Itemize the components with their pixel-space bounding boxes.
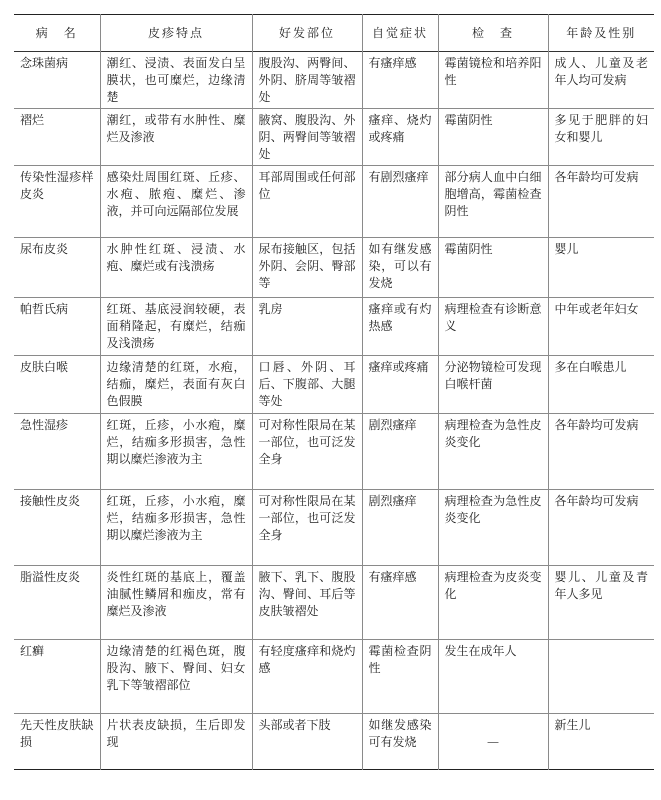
disease-name-cell: 尿布皮炎	[14, 238, 100, 298]
table-row	[14, 238, 654, 298]
age-sex-cell: 中年或老年妇女	[548, 298, 654, 356]
header-age-and-sex: 年龄及性别	[548, 15, 654, 52]
rash-features-cell: 片状表皮缺损，生后即发现	[100, 714, 252, 770]
age-sex-cell: 婴儿	[548, 238, 654, 298]
rash-features-cell: 潮红、浸渍、表面发白呈膜状，也可糜烂，边缘清楚	[100, 52, 252, 109]
age-sex-cell: 多见于肥胖的妇女和婴儿	[548, 109, 654, 166]
predilection-sites-cell: 腋窝、腹股沟、外阴、两臀间等皱褶处	[252, 109, 362, 166]
examination-cell: 分泌物镜检可发现白喉杆菌	[438, 356, 548, 414]
examination-cell: 霉菌阴性	[438, 238, 548, 298]
age-sex-cell: 各年龄均可发病	[548, 490, 654, 566]
rash-features-cell: 水肿性红斑、浸渍、水疱、糜烂或有浅溃疡	[100, 238, 252, 298]
symptoms-cell: 如继发感染可有发烧	[362, 714, 438, 770]
table-row	[14, 490, 654, 566]
rash-features-cell: 边缘清楚的红斑，水疱，结痂，糜烂，表面有灰白色假膜	[100, 356, 252, 414]
table-header-row	[14, 15, 654, 52]
symptoms-cell: 如有继发感染，可以有发烧	[362, 238, 438, 298]
rash-features-cell: 潮红，或带有水肿性、糜烂及渗液	[100, 109, 252, 166]
predilection-sites-cell: 腋下、乳下、腹股沟、臀间、耳后等皮肤皱褶处	[252, 566, 362, 640]
skin-disease-comparison-table	[14, 14, 654, 770]
table-row	[14, 414, 654, 490]
table-row	[14, 166, 654, 238]
disease-name-cell: 褶烂	[14, 109, 100, 166]
age-sex-cell	[548, 640, 654, 714]
rash-features-cell: 红斑，丘疹，小水疱，糜烂，结痂多形损害，急性期以糜烂渗液为主	[100, 414, 252, 490]
symptoms-cell: 霉菌检查阴性	[362, 640, 438, 714]
predilection-sites-cell: 尿布接触区，包括外阴、会阴、臀部等	[252, 238, 362, 298]
predilection-sites-cell: 耳部周围或任何部位	[252, 166, 362, 238]
predilection-sites-cell: 有轻度瘙痒和烧灼感	[252, 640, 362, 714]
examination-cell: 霉菌镜检和培养阳性	[438, 52, 548, 109]
age-sex-cell: 多在白喉患儿	[548, 356, 654, 414]
document-page	[14, 14, 654, 770]
disease-name-cell: 急性湿疹	[14, 414, 100, 490]
disease-name-cell: 红癣	[14, 640, 100, 714]
table-row	[14, 640, 654, 714]
disease-name-cell: 传染性湿疹样皮炎	[14, 166, 100, 238]
table-row	[14, 52, 654, 109]
rash-features-cell: 红斑、基底浸润较硬，表面稍隆起，有糜烂，结痂及浅溃疡	[100, 298, 252, 356]
examination-cell: 病理检查为急性皮炎变化	[438, 414, 548, 490]
rash-features-cell: 红斑，丘疹，小水疱，糜烂，结痂多形损害，急性期以糜烂渗液为主	[100, 490, 252, 566]
header-disease-name: 病 名	[14, 15, 100, 52]
disease-name-cell: 脂溢性皮炎	[14, 566, 100, 640]
rash-features-cell: 感染灶周围红斑、丘疹、水疱、脓疱、糜烂、渗液，并可向远隔部位发展	[100, 166, 252, 238]
examination-cell: 病理检查为皮炎变化	[438, 566, 548, 640]
header-predilection-sites: 好发部位	[252, 15, 362, 52]
examination-cell: 发生在成年人	[438, 640, 548, 714]
disease-name-cell: 皮肤白喉	[14, 356, 100, 414]
symptoms-cell: 瘙痒、烧灼或疼痛	[362, 109, 438, 166]
predilection-sites-cell: 腹股沟、两臀间、外阴、脐周等皱褶处	[252, 52, 362, 109]
table-row	[14, 714, 654, 770]
age-sex-cell: 婴儿、儿童及青年人多见	[548, 566, 654, 640]
disease-name-cell: 接触性皮炎	[14, 490, 100, 566]
predilection-sites-cell: 口唇、外阴、耳后、下腹部、大腿等处	[252, 356, 362, 414]
header-subjective-symptoms: 自觉症状	[362, 15, 438, 52]
predilection-sites-cell: 可对称性限局在某一部位，也可泛发全身	[252, 490, 362, 566]
age-sex-cell: 各年龄均可发病	[548, 166, 654, 238]
examination-cell: 霉菌阴性	[438, 109, 548, 166]
examination-cell: 病理检查为急性皮炎变化	[438, 490, 548, 566]
table-row	[14, 566, 654, 640]
rash-features-cell: 边缘清楚的红褐色斑，腹股沟、腋下、臀间、妇女乳下等皱褶部位	[100, 640, 252, 714]
symptoms-cell: 有瘙痒感	[362, 566, 438, 640]
examination-cell: 病理检查有诊断意义	[438, 298, 548, 356]
table-row	[14, 298, 654, 356]
predilection-sites-cell: 可对称性限局在某一部位，也可泛发全身	[252, 414, 362, 490]
symptoms-cell: 有剧烈瘙痒	[362, 166, 438, 238]
header-rash-features: 皮疹特点	[100, 15, 252, 52]
predilection-sites-cell: 头部或者下肢	[252, 714, 362, 770]
disease-name-cell: 念珠菌病	[14, 52, 100, 109]
predilection-sites-cell: 乳房	[252, 298, 362, 356]
examination-cell: —	[438, 714, 548, 770]
rash-features-cell: 炎性红斑的基底上，覆盖油腻性鳞屑和痂皮，常有糜烂及渗液	[100, 566, 252, 640]
header-examination: 检 查	[438, 15, 548, 52]
age-sex-cell: 新生儿	[548, 714, 654, 770]
symptoms-cell: 有瘙痒感	[362, 52, 438, 109]
age-sex-cell: 成人、儿童及老年人均可发病	[548, 52, 654, 109]
disease-name-cell: 帕哲氏病	[14, 298, 100, 356]
age-sex-cell: 各年龄均可发病	[548, 414, 654, 490]
symptoms-cell: 剧烈瘙痒	[362, 414, 438, 490]
table-row	[14, 356, 654, 414]
examination-cell: 部分病人血中白细胞增高，霉菌检查阴性	[438, 166, 548, 238]
symptoms-cell: 剧烈瘙痒	[362, 490, 438, 566]
table-row	[14, 109, 654, 166]
symptoms-cell: 瘙痒或疼痛	[362, 356, 438, 414]
disease-name-cell: 先天性皮肤缺损	[14, 714, 100, 770]
symptoms-cell: 瘙痒或有灼热感	[362, 298, 438, 356]
